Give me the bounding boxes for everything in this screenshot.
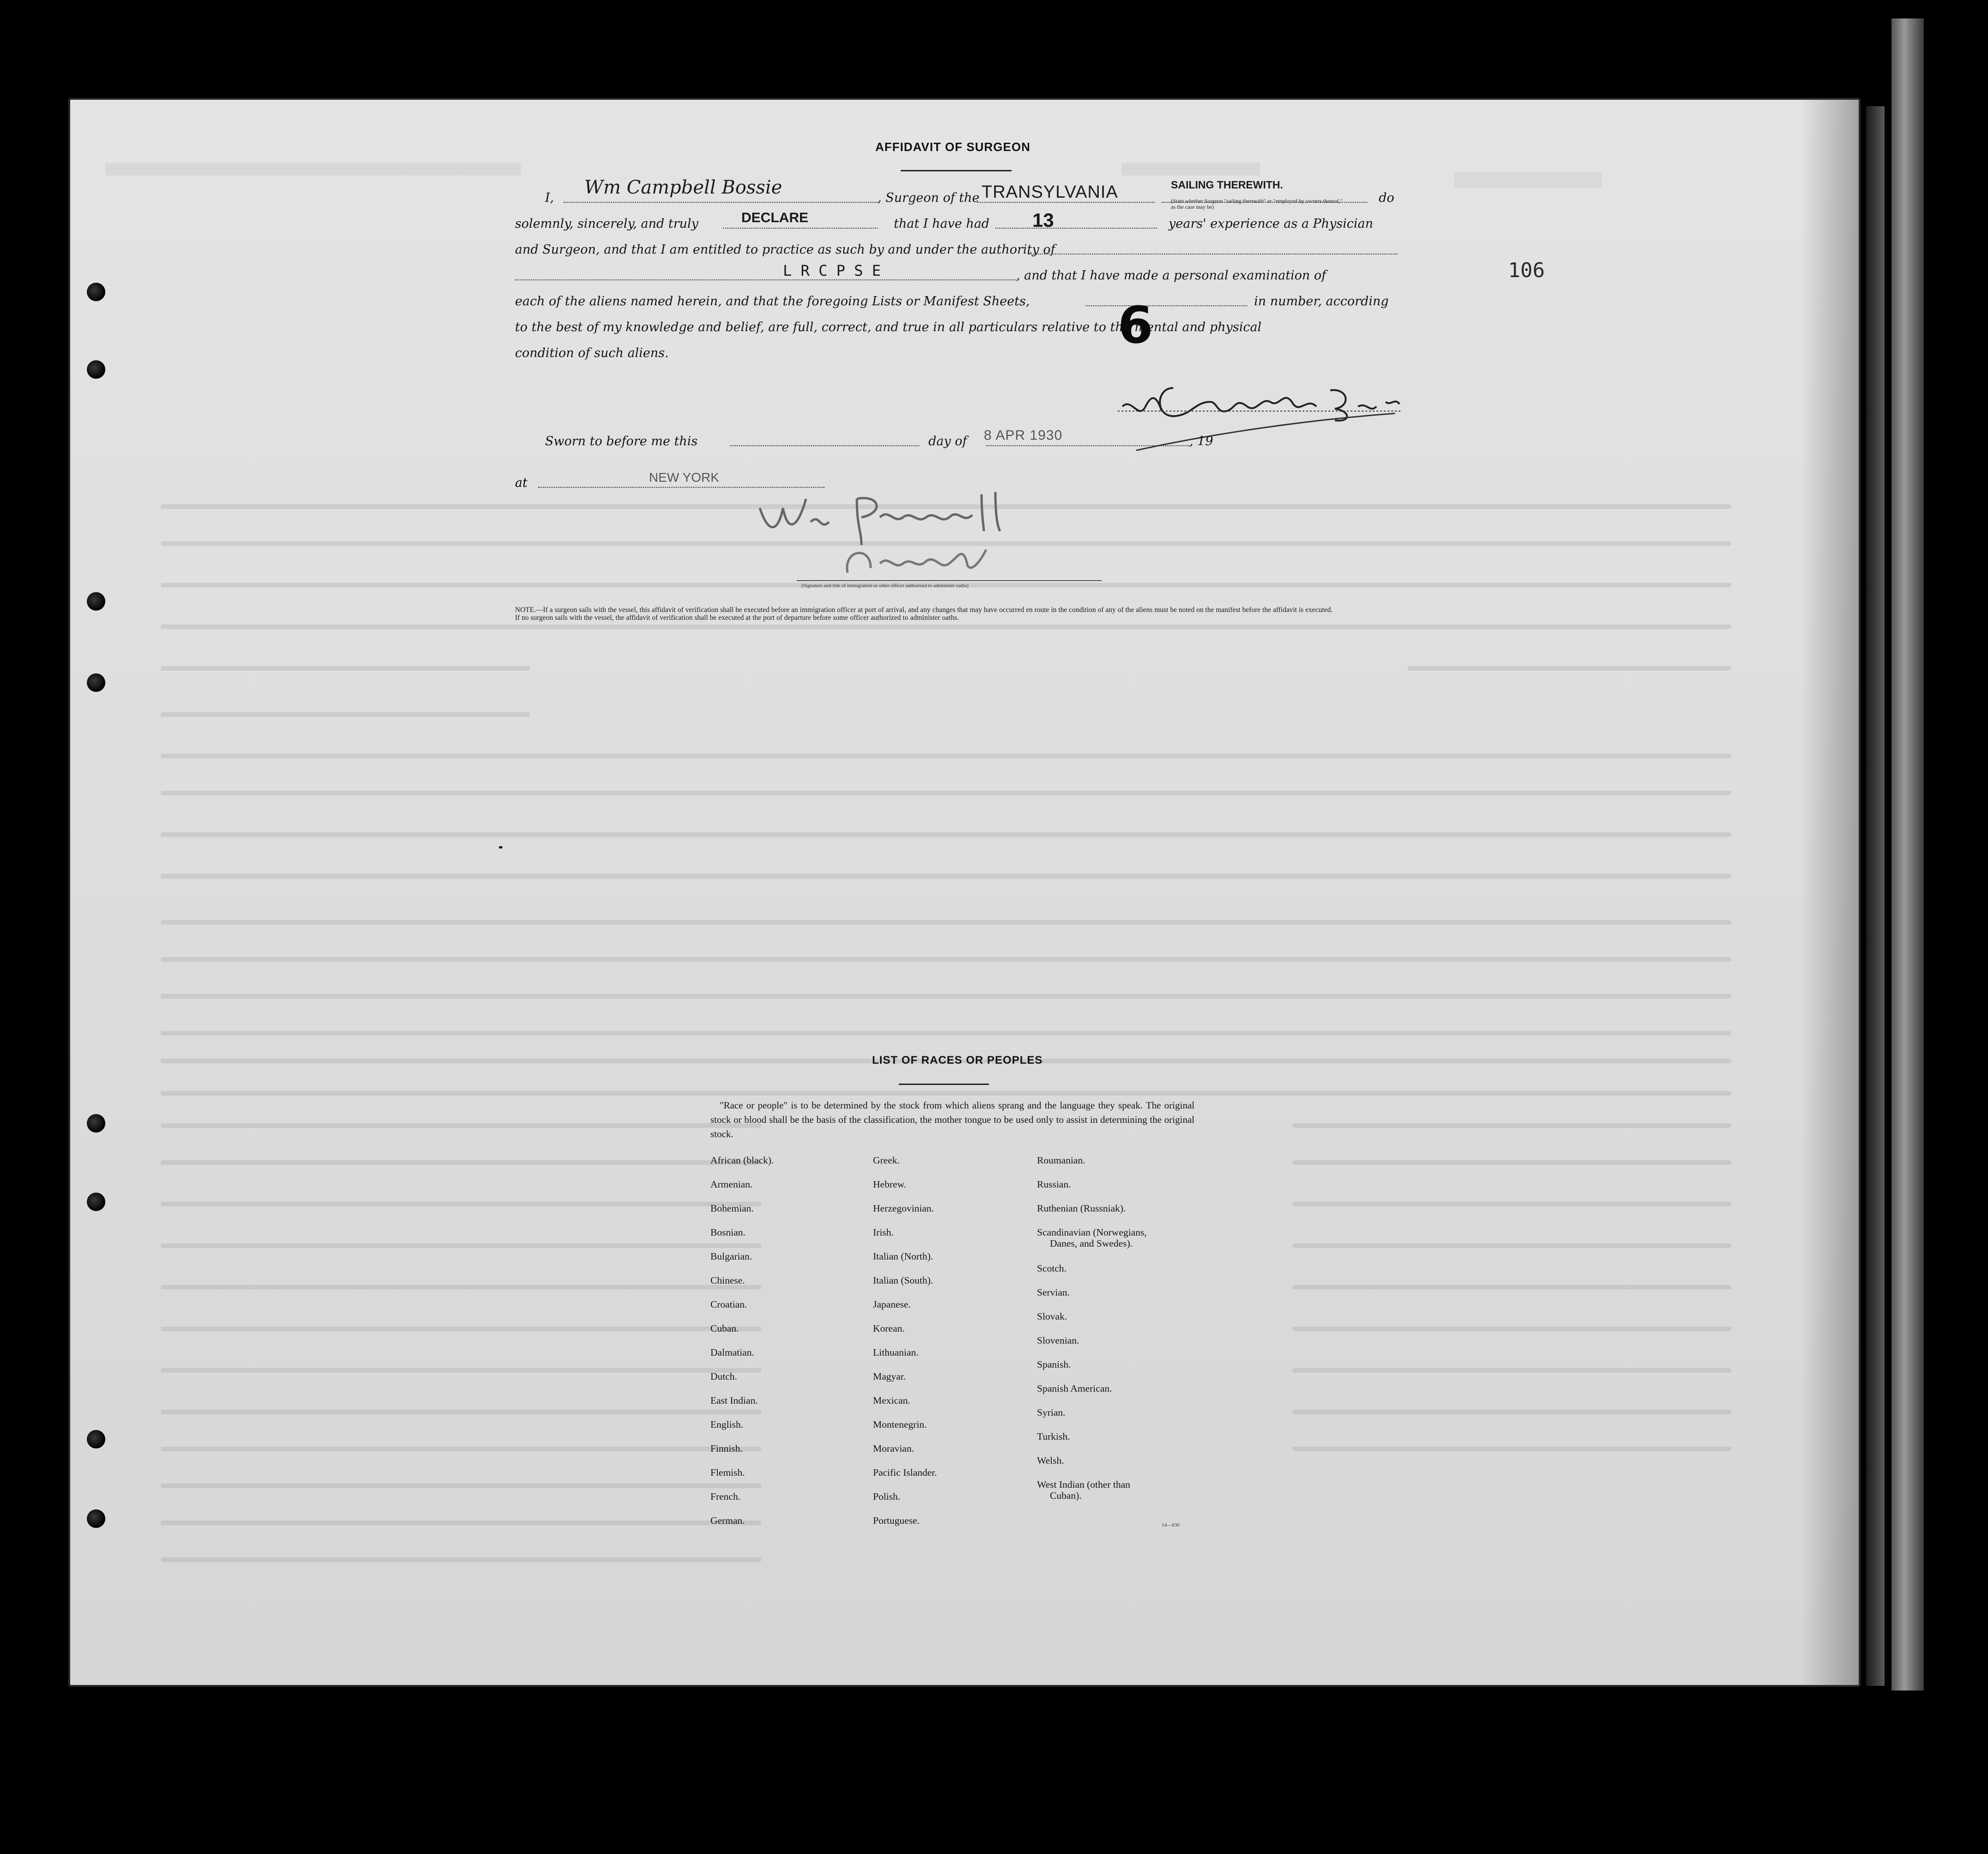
race-item: Magyar. [873, 1371, 906, 1382]
line1-prefix: I, [545, 191, 554, 205]
race-item: Dutch. [710, 1371, 737, 1382]
binding-shadow [1866, 106, 1885, 1686]
races-title: LIST OF RACES OR PEOPLES [872, 1054, 1043, 1066]
surgeon-name-field [564, 202, 878, 203]
line2-prefix: solemnly, sincerely, and truly [515, 217, 698, 231]
punch-hole [87, 1114, 105, 1133]
race-item: Syrian. [1037, 1407, 1066, 1418]
declare-typed: DECLARE [741, 210, 809, 225]
authority-field [515, 279, 1016, 280]
status-note: (State whether Surgeon "sailing therewith" or "employed by owners thereof," as the case may be) [1171, 198, 1343, 210]
vessel-name: TRANSYLVANIA [982, 182, 1118, 202]
race-item: Russian. [1037, 1179, 1071, 1190]
surgeon-status: SAILING THEREWITH. [1171, 179, 1283, 191]
race-item: Flemish. [710, 1467, 745, 1478]
line1-mid: , Surgeon of the [878, 191, 980, 205]
note-paragraph-1: NOTE.—If a surgeon sails with the vessel, this affidavit of verification shall be executed before an immigration officer at port of arrival, and any changes that may have occurred en route in the condition of any of the aliens must be noted on the manifest before the affidavit is executed. [515, 606, 1333, 614]
race-item: Dalmatian. [710, 1347, 754, 1358]
affidavit-line-4 [515, 260, 1397, 286]
sworn-day-field [730, 445, 919, 446]
title-rule [901, 170, 1012, 171]
surgeon-note [515, 606, 1397, 622]
race-item: Armenian. [710, 1179, 753, 1190]
binding-edge [1891, 18, 1924, 1690]
punch-hole [87, 283, 105, 301]
sworn-month-field [986, 445, 1189, 446]
line1-suffix: do [1379, 191, 1394, 205]
race-item: Turkish. [1037, 1431, 1070, 1442]
sworn-line [545, 428, 1213, 462]
race-item: Korean. [873, 1323, 905, 1334]
at-prefix: at [515, 476, 527, 490]
race-item: German. [710, 1515, 745, 1526]
punch-hole [87, 360, 105, 379]
punch-hole [87, 592, 105, 611]
surgeon-signature [1118, 370, 1404, 457]
form-code: 14—630 [1162, 1522, 1180, 1528]
race-item: Servian. [1037, 1287, 1070, 1298]
races-title-rule [899, 1084, 989, 1085]
officer-caption: (Signature and title of immigration or other officer authorized to administer oaths) [801, 583, 969, 588]
ink-mark [499, 846, 503, 848]
page-number: 106 [1508, 259, 1545, 282]
race-item: Irish. [873, 1227, 894, 1238]
race-item: Italian (North). [873, 1251, 933, 1262]
race-item: West Indian (other than [1037, 1479, 1130, 1490]
race-item: Portuguese. [873, 1515, 920, 1526]
sworn-year-prefix: , 19 [1189, 434, 1213, 448]
race-item: Spanish American. [1037, 1383, 1112, 1394]
race-item: Mexican. [873, 1395, 910, 1406]
declare-field [723, 228, 878, 229]
race-item: Lithuanian. [873, 1347, 919, 1358]
sheets-field [1085, 305, 1247, 306]
race-item: Scandinavian (Norwegians, [1037, 1227, 1147, 1238]
punch-hole [87, 1193, 105, 1211]
race-item: Bulgarian. [710, 1251, 752, 1262]
race-item: Moravian. [873, 1443, 914, 1454]
line2-suffix: years' experience as a Physician [1169, 217, 1373, 231]
race-item: English. [710, 1419, 744, 1430]
race-item: French. [710, 1491, 741, 1502]
years-field [995, 228, 1157, 229]
punch-hole [87, 1430, 105, 1448]
race-item: Slovenian. [1037, 1335, 1079, 1346]
affidavit-line-6 [515, 312, 1397, 338]
line5-suffix: in number, according [1254, 294, 1389, 309]
race-item: Polish. [873, 1491, 901, 1502]
race-item: Bohemian. [710, 1203, 754, 1214]
race-item: Slovak. [1037, 1311, 1067, 1322]
surgeon-name-handwritten: Wm Campbell Bossie [584, 177, 782, 198]
affidavit-line-5 [515, 286, 1397, 312]
race-item: Montenegrin. [873, 1419, 927, 1430]
race-item: Italian (South). [873, 1275, 933, 1286]
line2-mid: that I have had [894, 217, 990, 231]
race-item: Cuban. [710, 1323, 739, 1334]
affidavit-line-7 [515, 338, 1397, 364]
race-item: Welsh. [1037, 1455, 1064, 1466]
race-item: Spanish. [1037, 1359, 1071, 1370]
race-item: East Indian. [710, 1395, 758, 1406]
affidavit-body [515, 177, 1397, 364]
race-item: Scotch. [1037, 1263, 1067, 1274]
race-item: Bosnian. [710, 1227, 746, 1238]
punch-hole [87, 673, 105, 692]
race-item: African (black). [710, 1155, 774, 1166]
place-stamp: NEW YORK [649, 470, 719, 485]
race-item: Danes, and Swedes). [1050, 1238, 1133, 1249]
race-item: Hebrew. [873, 1179, 907, 1190]
affidavit-line-3 [515, 234, 1397, 260]
race-item: Pacific Islander. [873, 1467, 937, 1478]
officer-signature [751, 480, 1046, 582]
line3: and Surgeon, and that I am entitled to practice as such by and under the authority of [515, 242, 1055, 257]
race-item: Roumanian. [1037, 1155, 1085, 1166]
race-item: Croatian. [710, 1299, 747, 1310]
sheets-count-stamp: 6 [1118, 296, 1153, 355]
race-item: Greek. [873, 1155, 900, 1166]
line6: to the best of my knowledge and belief, are full, correct, and true in all particulars relative to the mental and physical [515, 320, 1262, 334]
line5-prefix: each of the aliens named herein, and that the foregoing Lists or Manifest Sheets, [515, 294, 1030, 309]
races-intro: "Race or people" is to be determined by the stock from which aliens sprang and the language they speak. The original stock or blood shall be the basis of the classification, the mother tongue to be used only to assist in determining the original stock. [710, 1100, 1194, 1139]
note-paragraph-2: If no surgeon sails with the vessel, the affidavit of verification shall be executed at the port of departure before some officer authorized to administer oaths. [515, 614, 959, 622]
race-item: Herzegovinian. [873, 1203, 934, 1214]
date-stamp: 8 APR 1930 [984, 428, 1063, 443]
race-item: Japanese. [873, 1299, 911, 1310]
race-item: Chinese. [710, 1275, 745, 1286]
line4-suffix: , and that I have made a personal examination of [1016, 268, 1327, 283]
affidavit-title: AFFIDAVIT OF SURGEON [875, 140, 1030, 154]
line7: condition of such aliens. [515, 346, 669, 360]
years-typed: 13 [1032, 209, 1054, 231]
sworn-day-of: day of [928, 434, 967, 448]
punch-hole [87, 1509, 105, 1528]
race-item: Cuban). [1050, 1490, 1082, 1501]
race-item: Ruthenian (Russniak). [1037, 1203, 1126, 1214]
authority-typed: L R C P S E [783, 262, 881, 279]
sworn-prefix: Sworn to before me this [545, 434, 698, 448]
officer-signature-rule [797, 580, 1102, 581]
race-item: Finnish. [710, 1443, 743, 1454]
page-edge-shade [1800, 98, 1861, 1687]
